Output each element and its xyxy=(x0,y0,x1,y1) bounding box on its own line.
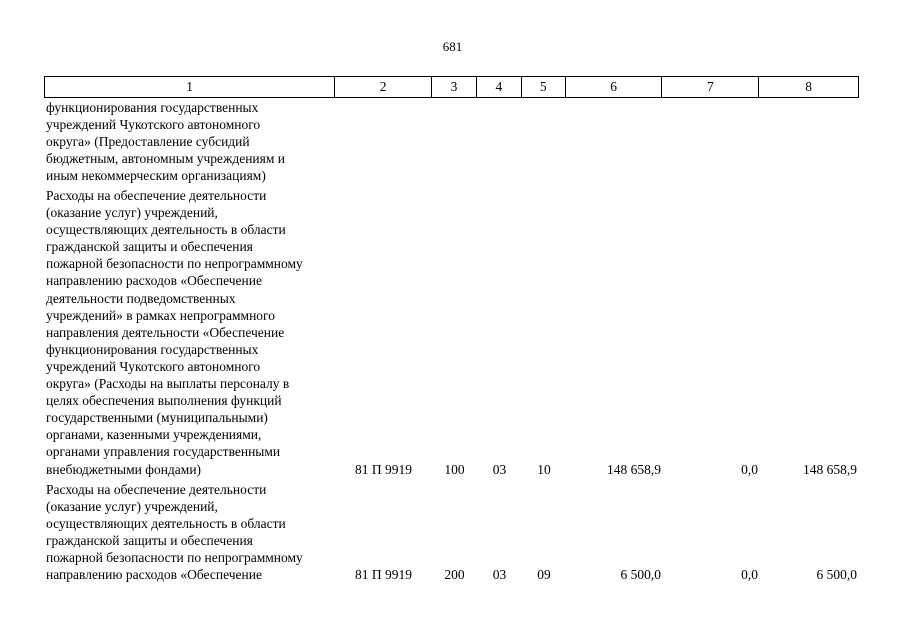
page-number: 681 xyxy=(442,39,463,54)
header-col-4: 4 xyxy=(477,77,522,97)
header-col-5: 5 xyxy=(522,77,566,97)
header-col-7: 7 xyxy=(662,77,759,97)
table-row xyxy=(44,187,859,478)
amount-col-6: 6 500,0 xyxy=(620,567,661,583)
section-code: 03 xyxy=(492,567,507,583)
table-row xyxy=(44,99,859,184)
amount-col-7: 0,0 xyxy=(741,567,758,583)
header-col-3: 3 xyxy=(432,77,477,97)
amount-col-8: 6 500,0 xyxy=(816,567,857,583)
subsection-code: 10 xyxy=(537,461,551,477)
section-code: 03 xyxy=(492,461,507,477)
expense-type-code: 200 xyxy=(444,567,465,583)
header-col-6: 6 xyxy=(566,77,663,97)
amount-col-8: 148 658,9 xyxy=(803,461,857,477)
amount-col-6: 148 658,9 xyxy=(607,461,661,477)
table-row xyxy=(44,481,859,584)
subsection-code: 09 xyxy=(537,567,551,583)
target-article-code: 81 П 9919 xyxy=(355,461,412,477)
header-col-8: 8 xyxy=(805,79,812,94)
row-description: Расходы на обеспечение деятельности (оказание услуг) учреждений, осуществляющих деятельность в области гражданской защиты и обеспечения пожарной безопасности по непрограммному направлению расходов «Обеспечение деятельности подведомственных учреждений» в рамках непрограммного направления деятельности «Обеспечение функционирования государственных учреждений Чукотского автономного округа» (Расходы на выплаты персоналу в целях обеспечения выполнения функций государственными (муниципальными) органами, казенными учреждениями, органами управления государственными внебюджетными фондами) xyxy=(46,188,303,477)
expense-type-code: 100 xyxy=(444,461,465,477)
header-col-2: 2 xyxy=(335,77,432,97)
table-header-row xyxy=(44,76,859,98)
header-col-1: 1 xyxy=(45,77,335,97)
row-description: функционирования государственных учреждений Чукотского автономного округа» (Предоставление субсидий бюджетным, автономным учреждениям и иным некоммерческим организациям) xyxy=(46,100,286,184)
row-description: Расходы на обеспечение деятельности (оказание услуг) учреждений, осуществляющих деятельность в области гражданской защиты и обеспечения пожарной безопасности по непрограммному направлению расходов «Обеспечение xyxy=(46,482,303,583)
amount-col-7: 0,0 xyxy=(741,461,758,477)
target-article-code: 81 П 9919 xyxy=(355,567,412,583)
